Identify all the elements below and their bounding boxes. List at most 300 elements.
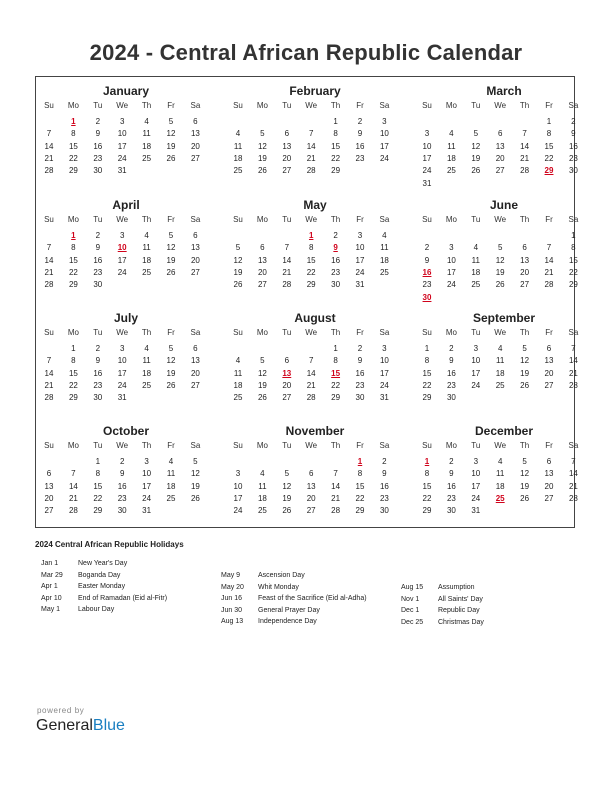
day-cell[interactable]: 15 [68,141,78,151]
day-cell[interactable]: 14 [568,469,578,479]
day-cell[interactable]: 3 [424,129,430,139]
day-cell[interactable]: 26 [520,380,530,390]
day-cell[interactable]: 8 [571,243,576,253]
day-cell[interactable]: 9 [357,129,363,139]
day-cell[interactable]: 20 [544,368,554,378]
day-cell[interactable]: 6 [546,457,552,466]
day-cell[interactable]: 26 [257,393,267,403]
day-cell[interactable]: 21 [568,481,578,491]
day-cell[interactable]: 16 [93,368,103,378]
day-cell[interactable]: 28 [282,280,292,290]
day-cell[interactable]: 20 [495,153,505,163]
holiday-day[interactable]: 15 [331,368,341,378]
day-cell[interactable]: 14 [568,356,578,366]
day-cell[interactable]: 9 [571,129,576,139]
day-cell[interactable]: 17 [117,255,127,265]
day-cell[interactable]: 8 [333,356,338,366]
day-cell[interactable]: 30 [93,393,103,403]
day-cell[interactable]: 3 [119,344,125,353]
day-cell[interactable]: 1 [71,344,76,353]
day-cell[interactable]: 23 [446,493,456,503]
day-cell[interactable]: 17 [355,255,365,265]
day-cell[interactable]: 22 [422,493,432,503]
day-cell[interactable]: 24 [422,166,432,176]
day-cell[interactable]: 9 [95,356,101,366]
day-cell[interactable]: 5 [284,469,290,479]
day-cell[interactable]: 28 [544,280,554,290]
day-cell[interactable]: 4 [449,129,454,139]
day-cell[interactable]: 31 [471,506,481,516]
day-cell[interactable]: 14 [331,481,341,491]
day-cell[interactable]: 6 [284,129,290,139]
day-cell[interactable]: 4 [473,243,479,253]
day-cell[interactable]: 2 [357,117,363,126]
day-cell[interactable]: 13 [520,255,530,265]
day-cell[interactable]: 27 [282,393,292,403]
day-cell[interactable]: 6 [522,243,527,253]
day-cell[interactable]: 7 [46,356,52,366]
day-cell[interactable]: 28 [68,506,78,516]
day-cell[interactable]: 14 [544,255,554,265]
day-cell[interactable]: 18 [142,368,152,378]
day-cell[interactable]: 29 [306,280,316,290]
day-cell[interactable]: 8 [357,469,363,479]
day-cell[interactable]: 17 [233,493,243,503]
day-cell[interactable]: 11 [233,141,243,151]
day-cell[interactable]: 7 [571,457,576,466]
day-cell[interactable]: 13 [190,129,200,139]
day-cell[interactable]: 27 [257,280,267,290]
day-cell[interactable]: 8 [95,469,101,479]
day-cell[interactable]: 30 [93,280,103,290]
day-cell[interactable]: 20 [282,380,292,390]
day-cell[interactable]: 7 [284,243,290,253]
day-cell[interactable]: 14 [44,141,54,151]
day-cell[interactable]: 6 [260,243,265,253]
day-cell[interactable]: 29 [568,280,578,290]
day-cell[interactable]: 13 [257,255,267,265]
day-cell[interactable]: 23 [93,380,103,390]
day-cell[interactable]: 18 [446,153,456,163]
day-cell[interactable]: 20 [520,267,530,277]
holiday-day[interactable]: 9 [333,243,338,253]
day-cell[interactable]: 7 [308,129,314,139]
day-cell[interactable]: 22 [422,380,432,390]
day-cell[interactable]: 9 [95,129,101,139]
day-cell[interactable]: 21 [568,368,578,378]
day-cell[interactable]: 13 [190,356,200,366]
day-cell[interactable]: 12 [471,141,481,151]
day-cell[interactable]: 7 [571,344,576,353]
day-cell[interactable]: 17 [379,368,389,378]
day-cell[interactable]: 15 [68,368,78,378]
day-cell[interactable]: 8 [71,129,76,139]
holiday-day[interactable]: 16 [422,267,432,277]
day-cell[interactable]: 19 [166,141,176,151]
day-cell[interactable]: 2 [449,344,454,353]
day-cell[interactable]: 25 [166,493,176,503]
day-cell[interactable]: 9 [357,356,363,366]
day-cell[interactable]: 18 [495,368,505,378]
day-cell[interactable]: 15 [68,255,78,265]
day-cell[interactable]: 14 [306,368,316,378]
holiday-day[interactable]: 13 [282,368,292,378]
day-cell[interactable]: 20 [44,493,54,503]
day-cell[interactable]: 1 [95,457,101,466]
day-cell[interactable]: 21 [282,267,292,277]
day-cell[interactable]: 23 [93,153,103,163]
day-cell[interactable]: 14 [68,481,78,491]
day-cell[interactable]: 15 [355,481,365,491]
day-cell[interactable]: 10 [379,356,389,366]
day-cell[interactable]: 24 [117,153,127,163]
day-cell[interactable]: 2 [382,457,387,466]
day-cell[interactable]: 25 [471,280,481,290]
day-cell[interactable]: 10 [471,469,481,479]
day-cell[interactable]: 26 [233,280,243,290]
day-cell[interactable]: 7 [546,243,552,253]
day-cell[interactable]: 4 [260,469,265,479]
day-cell[interactable]: 6 [497,129,503,139]
day-cell[interactable]: 19 [233,267,243,277]
day-cell[interactable]: 30 [331,280,341,290]
day-cell[interactable]: 16 [331,255,341,265]
day-cell[interactable]: 3 [357,231,363,240]
day-cell[interactable]: 5 [260,356,265,366]
day-cell[interactable]: 22 [331,153,341,163]
day-cell[interactable]: 12 [233,255,243,265]
day-cell[interactable]: 18 [471,267,481,277]
day-cell[interactable]: 27 [190,267,200,277]
day-cell[interactable]: 8 [71,356,76,366]
day-cell[interactable]: 17 [142,481,152,491]
day-cell[interactable]: 8 [71,243,76,253]
day-cell[interactable]: 20 [190,141,200,151]
day-cell[interactable]: 4 [382,231,387,240]
day-cell[interactable]: 24 [446,280,456,290]
day-cell[interactable]: 17 [446,267,456,277]
day-cell[interactable]: 7 [46,129,52,139]
day-cell[interactable]: 6 [193,231,198,240]
day-cell[interactable]: 10 [117,356,127,366]
day-cell[interactable]: 25 [233,393,243,403]
day-cell[interactable]: 5 [235,243,241,253]
day-cell[interactable]: 21 [544,267,554,277]
day-cell[interactable]: 19 [257,153,267,163]
day-cell[interactable]: 22 [331,380,341,390]
day-cell[interactable]: 28 [44,393,54,403]
day-cell[interactable]: 2 [95,117,101,126]
day-cell[interactable]: 14 [44,368,54,378]
holiday-day[interactable]: 10 [117,243,127,253]
day-cell[interactable]: 30 [117,506,127,516]
day-cell[interactable]: 25 [257,506,267,516]
day-cell[interactable]: 17 [471,481,481,491]
day-cell[interactable]: 2 [357,344,363,353]
day-cell[interactable]: 19 [166,255,176,265]
day-cell[interactable]: 21 [331,493,341,503]
day-cell[interactable]: 24 [379,380,389,390]
day-cell[interactable]: 21 [520,153,530,163]
day-cell[interactable]: 11 [447,141,456,151]
day-cell[interactable]: 11 [142,356,151,366]
day-cell[interactable]: 10 [142,469,152,479]
day-cell[interactable]: 4 [497,344,503,353]
day-cell[interactable]: 27 [544,493,554,503]
day-cell[interactable]: 18 [233,153,243,163]
day-cell[interactable]: 12 [520,356,530,366]
day-cell[interactable]: 5 [168,231,174,240]
day-cell[interactable]: 6 [193,117,198,126]
day-cell[interactable]: 5 [497,243,503,253]
day-cell[interactable]: 13 [544,356,554,366]
day-cell[interactable]: 3 [119,117,125,126]
day-cell[interactable]: 12 [495,255,505,265]
day-cell[interactable]: 28 [44,280,54,290]
day-cell[interactable]: 20 [282,153,292,163]
day-cell[interactable]: 26 [166,153,176,163]
day-cell[interactable]: 1 [571,231,576,240]
day-cell[interactable]: 1 [424,344,430,353]
day-cell[interactable]: 31 [117,393,127,403]
day-cell[interactable]: 7 [46,243,52,253]
day-cell[interactable]: 12 [166,129,176,139]
day-cell[interactable]: 29 [68,393,78,403]
day-cell[interactable]: 12 [166,243,176,253]
day-cell[interactable]: 2 [449,457,454,466]
day-cell[interactable]: 31 [117,166,127,176]
day-cell[interactable]: 19 [282,493,292,503]
day-cell[interactable]: 25 [142,153,152,163]
day-cell[interactable]: 3 [144,457,149,466]
day-cell[interactable]: 2 [333,231,338,240]
day-cell[interactable]: 26 [166,380,176,390]
day-cell[interactable]: 25 [142,267,152,277]
day-cell[interactable]: 24 [379,153,389,163]
day-cell[interactable]: 3 [473,457,479,466]
day-cell[interactable]: 20 [190,368,200,378]
day-cell[interactable]: 9 [95,243,101,253]
day-cell[interactable]: 22 [568,267,578,277]
day-cell[interactable]: 30 [355,393,365,403]
day-cell[interactable]: 6 [308,469,314,479]
holiday-day[interactable]: 1 [308,231,314,240]
day-cell[interactable]: 21 [306,153,316,163]
day-cell[interactable]: 13 [544,469,554,479]
day-cell[interactable]: 4 [497,457,503,466]
day-cell[interactable]: 19 [471,153,481,163]
day-cell[interactable]: 28 [44,166,54,176]
day-cell[interactable]: 19 [190,481,200,491]
day-cell[interactable]: 27 [190,153,200,163]
day-cell[interactable]: 3 [449,243,454,253]
day-cell[interactable]: 5 [522,457,527,466]
day-cell[interactable]: 11 [471,255,480,265]
day-cell[interactable]: 12 [190,469,200,479]
day-cell[interactable]: 25 [379,267,389,277]
day-cell[interactable]: 27 [306,506,316,516]
day-cell[interactable]: 31 [142,506,152,516]
day-cell[interactable]: 29 [331,166,341,176]
day-cell[interactable]: 6 [193,344,198,353]
day-cell[interactable]: 16 [93,141,103,151]
day-cell[interactable]: 6 [46,469,52,479]
day-cell[interactable]: 16 [355,141,365,151]
day-cell[interactable]: 9 [449,356,454,366]
day-cell[interactable]: 16 [355,368,365,378]
day-cell[interactable]: 26 [257,166,267,176]
day-cell[interactable]: 17 [422,153,432,163]
day-cell[interactable]: 7 [308,356,314,366]
day-cell[interactable]: 29 [68,166,78,176]
day-cell[interactable]: 13 [44,481,54,491]
day-cell[interactable]: 23 [379,493,389,503]
day-cell[interactable]: 29 [422,393,432,403]
holiday-day[interactable]: 30 [422,292,432,302]
day-cell[interactable]: 4 [144,231,149,240]
day-cell[interactable]: 9 [119,469,125,479]
day-cell[interactable]: 22 [68,267,78,277]
holiday-day[interactable]: 29 [544,166,554,176]
day-cell[interactable]: 21 [44,153,54,163]
day-cell[interactable]: 20 [257,267,267,277]
day-cell[interactable]: 30 [568,166,578,176]
day-cell[interactable]: 1 [333,344,338,353]
day-cell[interactable]: 27 [520,280,530,290]
day-cell[interactable]: 10 [379,129,389,139]
day-cell[interactable]: 24 [471,493,481,503]
day-cell[interactable]: 31 [422,178,432,188]
day-cell[interactable]: 24 [117,380,127,390]
day-cell[interactable]: 28 [520,166,530,176]
day-cell[interactable]: 10 [233,481,243,491]
day-cell[interactable]: 18 [142,141,152,151]
day-cell[interactable]: 5 [473,129,479,139]
day-cell[interactable]: 12 [257,141,267,151]
day-cell[interactable]: 20 [190,255,200,265]
day-cell[interactable]: 21 [44,380,54,390]
day-cell[interactable]: 31 [379,393,389,403]
day-cell[interactable]: 10 [422,141,432,151]
day-cell[interactable]: 28 [331,506,341,516]
day-cell[interactable]: 30 [379,506,389,516]
day-cell[interactable]: 22 [355,493,365,503]
day-cell[interactable]: 30 [93,166,103,176]
day-cell[interactable]: 25 [233,166,243,176]
day-cell[interactable]: 8 [308,243,314,253]
day-cell[interactable]: 14 [520,141,530,151]
day-cell[interactable]: 19 [520,368,530,378]
day-cell[interactable]: 29 [93,506,103,516]
day-cell[interactable]: 11 [496,469,505,479]
day-cell[interactable]: 8 [333,129,338,139]
day-cell[interactable]: 12 [282,481,292,491]
day-cell[interactable]: 24 [355,267,365,277]
day-cell[interactable]: 19 [520,481,530,491]
day-cell[interactable]: 8 [424,469,430,479]
day-cell[interactable]: 16 [446,481,456,491]
day-cell[interactable]: 23 [446,380,456,390]
day-cell[interactable]: 10 [446,255,456,265]
day-cell[interactable]: 19 [257,380,267,390]
day-cell[interactable]: 17 [117,141,127,151]
day-cell[interactable]: 17 [379,141,389,151]
day-cell[interactable]: 10 [471,356,481,366]
day-cell[interactable]: 14 [306,141,316,151]
day-cell[interactable]: 29 [331,393,341,403]
day-cell[interactable]: 22 [544,153,554,163]
day-cell[interactable]: 14 [282,255,292,265]
day-cell[interactable]: 5 [260,129,265,139]
day-cell[interactable]: 2 [424,243,430,253]
day-cell[interactable]: 20 [544,481,554,491]
day-cell[interactable]: 23 [422,280,432,290]
day-cell[interactable]: 24 [471,380,481,390]
day-cell[interactable]: 4 [144,344,149,353]
day-cell[interactable]: 16 [568,141,578,151]
day-cell[interactable]: 26 [190,493,200,503]
day-cell[interactable]: 23 [568,153,578,163]
day-cell[interactable]: 12 [166,356,176,366]
day-cell[interactable]: 24 [233,506,243,516]
day-cell[interactable]: 5 [168,344,174,353]
day-cell[interactable]: 15 [93,481,103,491]
day-cell[interactable]: 7 [71,469,76,479]
day-cell[interactable]: 11 [166,469,176,479]
day-cell[interactable]: 26 [471,166,481,176]
day-cell[interactable]: 4 [168,457,174,466]
day-cell[interactable]: 2 [95,231,101,240]
day-cell[interactable]: 23 [93,267,103,277]
day-cell[interactable]: 23 [355,153,365,163]
day-cell[interactable]: 13 [282,141,292,151]
day-cell[interactable]: 26 [495,280,505,290]
day-cell[interactable]: 18 [166,481,176,491]
day-cell[interactable]: 28 [568,493,578,503]
day-cell[interactable]: 28 [306,393,316,403]
day-cell[interactable]: 25 [446,166,456,176]
day-cell[interactable]: 11 [233,368,243,378]
day-cell[interactable]: 14 [44,255,54,265]
holiday-day[interactable]: 1 [71,231,76,240]
day-cell[interactable]: 15 [422,481,432,491]
day-cell[interactable]: 11 [496,356,505,366]
day-cell[interactable]: 19 [495,267,505,277]
day-cell[interactable]: 23 [117,493,127,503]
day-cell[interactable]: 27 [44,506,54,516]
day-cell[interactable]: 11 [142,129,151,139]
day-cell[interactable]: 11 [380,243,389,253]
day-cell[interactable]: 28 [568,380,578,390]
day-cell[interactable]: 17 [117,368,127,378]
day-cell[interactable]: 18 [379,255,389,265]
day-cell[interactable]: 4 [235,129,241,139]
day-cell[interactable]: 6 [284,356,290,366]
day-cell[interactable]: 2 [571,117,576,126]
day-cell[interactable]: 27 [495,166,505,176]
day-cell[interactable]: 22 [68,153,78,163]
day-cell[interactable]: 9 [382,469,387,479]
day-cell[interactable]: 27 [190,380,200,390]
day-cell[interactable]: 31 [355,280,365,290]
day-cell[interactable]: 3 [119,231,125,240]
day-cell[interactable]: 22 [68,380,78,390]
day-cell[interactable]: 6 [546,344,552,353]
day-cell[interactable]: 12 [520,469,530,479]
day-cell[interactable]: 26 [520,493,530,503]
holiday-day[interactable]: 1 [357,457,363,466]
day-cell[interactable]: 3 [473,344,479,353]
